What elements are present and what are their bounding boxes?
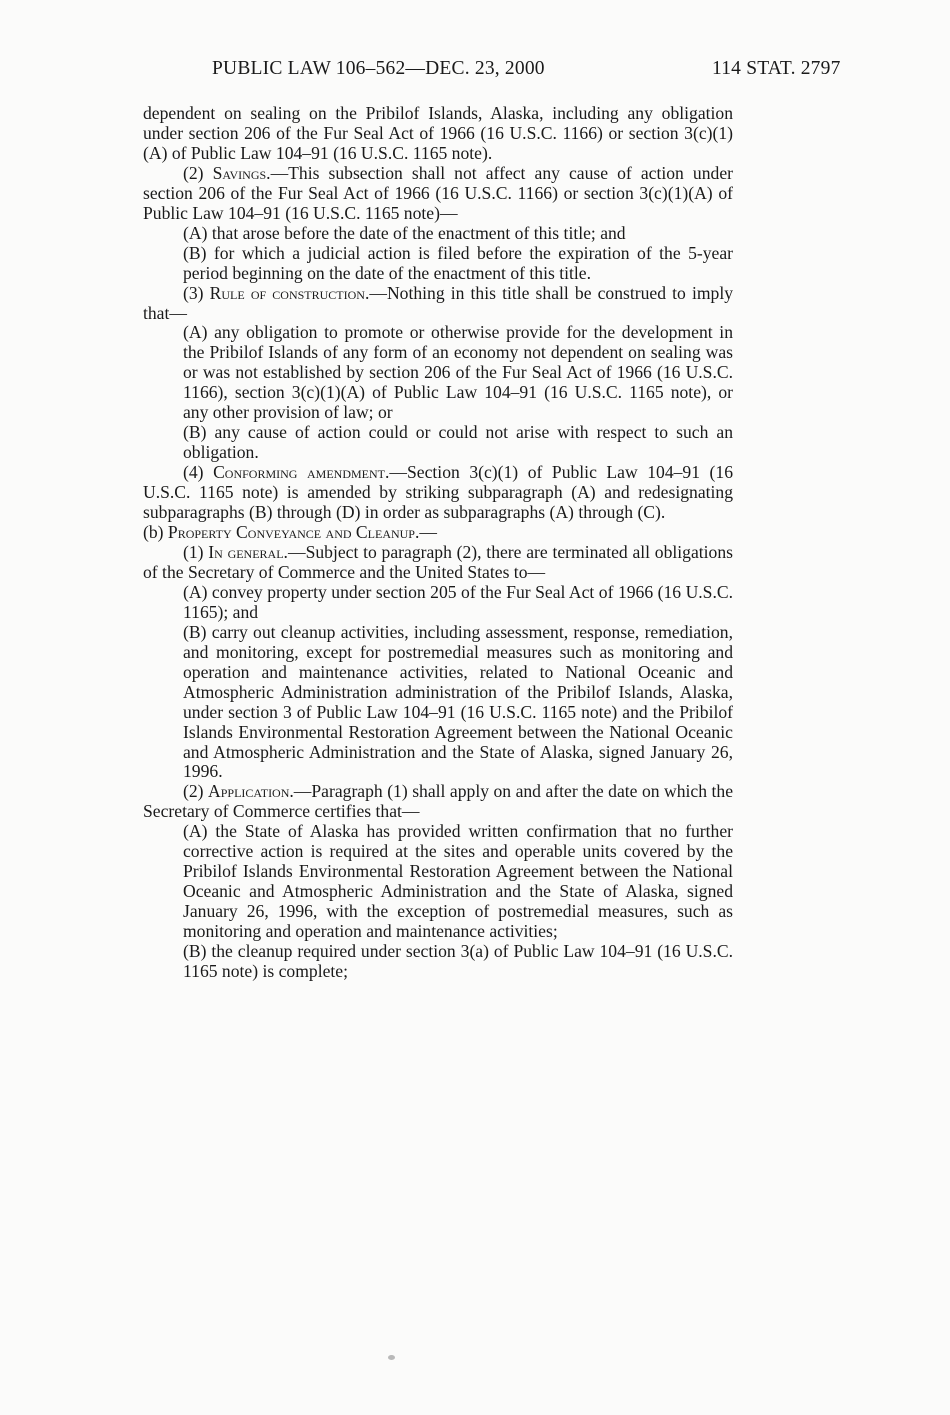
paragraph-text: —Section 3(c)(1) of Public Law 104–91 (16 U.S.C. 1165 note) is amended by striking subparagraph (A) and redesignating subparagraphs (B) through (D) in order as subparagraphs (A) through (C). [143, 462, 733, 523]
paragraph-text: —Subject to paragraph (2), there are terminated all obligations of the Secretary of Commerce and the United States to— [143, 541, 733, 582]
paragraph-heading: Savings. [212, 162, 271, 183]
paragraph-application [143, 782, 733, 822]
paragraph-number: (2) [183, 162, 213, 183]
paragraph-conforming-amendment [143, 463, 733, 523]
paragraph-rule-of-construction [143, 284, 733, 324]
paragraph-number: (1) [183, 541, 209, 562]
subparagraph-application-a: (A) the State of Alaska has provided written confirmation that no further corrective action is required at the sites and operable units covered by the Pribilof Islands Environmental Restoration Agreement between the National Oceanic and Atmospheric Administration and the State of Alaska, signed January 26, 1996, with the exception of postremedial measures, such as monitoring and operation and maintenance activities; [183, 821, 733, 942]
paragraph-heading: Application. [208, 781, 294, 802]
subparagraph-application-b: (B) the cleanup required under section 3(a) of Public Law 104–91 (16 U.S.C. 1165 note) is complete; [183, 941, 733, 981]
subsection-property-conveyance [143, 523, 733, 543]
header-title: PUBLIC LAW 106–562—DEC. 23, 2000 [212, 58, 545, 79]
paragraph-heading: In general. [208, 541, 288, 562]
paragraph-continuation: dependent on sealing on the Pribilof Islands, Alaska, including any obligation under section 206 of the Fur Seal Act of 1966 (16 U.S.C. 1166) or section 3(c)(1)(A) of Public Law 104–91 (16 U.S.C. 1165 note). [143, 103, 733, 163]
subparagraph-savings-a: (A) that arose before the date of the enactment of this title; and [183, 222, 626, 243]
subparagraph-general-a: (A) convey property under section 205 of the Fur Seal Act of 1966 (16 U.S.C. 1165); and [183, 581, 733, 622]
paragraph-in-general [143, 543, 733, 583]
paragraph-heading: Conforming amendment. [213, 462, 390, 483]
paragraph-number: (3) [183, 282, 210, 303]
subparagraph-rule-a: (A) any obligation to promote or otherwise provide for the development in the Pribilof Islands of any form of an economy not dependent on sealing was or was not established by section 206 of the Fur Seal Act of 1966 (16 U.S.C. 1166), section 3(c)(1)(A) of Public Law 104–91 (16 U.S.C. 1165 note), or any other provision of law; or [183, 322, 733, 423]
subsection-heading: Property Conveyance and Cleanup. [167, 522, 420, 543]
paragraph-text: —This subsection shall not affect any cause of action under section 206 of the Fur Seal Act of 1966 (16 U.S.C. 1166) or section 3(c)(1)(A) of Public Law 104–91 (16 U.S.C. 1165 note)— [143, 162, 733, 223]
subsection-number: (b) [143, 522, 168, 543]
subparagraph-general-b: (B) carry out cleanup activities, including assessment, response, remediation, and monitoring, except for postremedial measures such as monitoring and operation and maintenance activities, related to National Oceanic and Atmospheric Administration administration of the Pribilof Islands, Alaska, under section 3 of Public Law 104–91 (16 U.S.C. 1165 note) and the Pribilof Islands Environmental Restoration Agreement between the National Oceanic and Atmospheric Administration and the State of Alaska, signed January 26, 1996. [183, 621, 733, 782]
subparagraph-rule-b: (B) any cause of action could or could not arise with respect to such an obligation. [183, 422, 733, 463]
paragraph-text: —Paragraph (1) shall apply on and after the date on which the Secretary of Commerce certifies that— [143, 781, 733, 822]
paragraph-heading: Rule of construction. [209, 282, 370, 303]
header-stat-citation: 114 STAT. 2797 [712, 58, 841, 79]
running-header [0, 58, 950, 84]
subparagraph-savings-b: (B) for which a judicial action is filed before the expiration of the 5-year period beginning on the date of the enactment of this title. [183, 242, 733, 283]
paragraph-savings [143, 164, 733, 224]
paragraph-number: (4) [183, 462, 214, 483]
body-text [143, 104, 733, 982]
paragraph-number: (2) [183, 781, 209, 802]
subsection-text: — [419, 522, 437, 543]
paragraph-text: —Nothing in this title shall be construed to imply that— [143, 282, 733, 323]
scan-speck-mark [388, 1355, 395, 1360]
